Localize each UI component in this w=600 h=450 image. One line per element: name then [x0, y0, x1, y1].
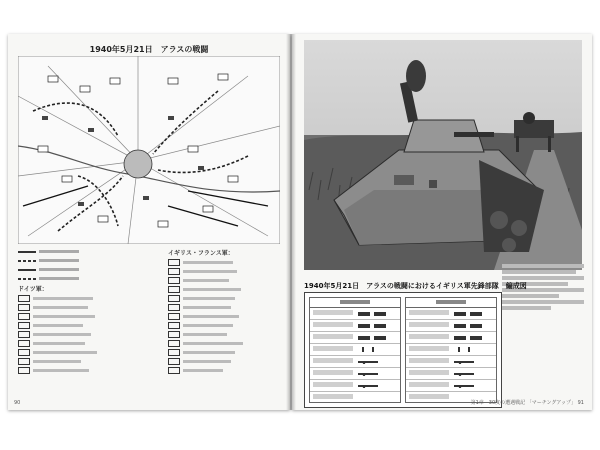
gun-icon	[358, 371, 392, 376]
tank-icon	[454, 311, 488, 316]
org-unit-row	[406, 380, 496, 392]
unit-symbol-icon	[18, 313, 30, 320]
dashed-arrow-icon	[18, 260, 36, 262]
org-unit-row	[406, 308, 496, 320]
tank-icon	[358, 335, 392, 340]
legend-allied-header: イギリス・フランス軍：	[168, 250, 234, 257]
tank-icon	[358, 311, 392, 316]
org-unit-row	[310, 332, 400, 344]
org-unit-row	[310, 392, 400, 403]
left-page	[8, 34, 290, 410]
page-number-right: 91	[577, 400, 584, 406]
map-legend	[18, 248, 280, 400]
org-chart-title: 1940年5月21日 アラスの戦闘におけるイギリス軍先鋒部隊 編成図	[304, 282, 527, 290]
unit-symbol-icon	[168, 304, 180, 311]
unit-symbol-icon	[18, 367, 30, 374]
org-column-header	[406, 298, 496, 308]
unit-symbol-icon	[168, 340, 180, 347]
open-book	[0, 34, 600, 410]
legend-allied	[168, 248, 280, 376]
page-number-left: 90	[14, 400, 21, 406]
right-page	[292, 34, 592, 410]
gun-icon	[358, 383, 392, 388]
org-column-header	[310, 298, 400, 308]
gun-icon	[454, 359, 488, 364]
org-unit-row	[310, 344, 400, 356]
map-title: 1940年5月21日 アラスの戦闘	[89, 45, 209, 54]
org-unit-row	[310, 320, 400, 332]
arrow-icon	[18, 269, 36, 271]
legend-german-header: ドイツ軍：	[18, 286, 48, 293]
unit-symbol-icon	[18, 331, 30, 338]
unit-symbol-icon	[168, 259, 180, 266]
unit-symbol-icon	[168, 349, 180, 356]
org-unit-row	[406, 332, 496, 344]
gun-icon	[358, 359, 392, 364]
dashed-arrow-icon	[18, 278, 36, 280]
arrow-icon	[18, 251, 36, 253]
org-unit-row	[310, 356, 400, 368]
unit-symbol-icon	[168, 322, 180, 329]
org-unit-row	[406, 320, 496, 332]
unit-symbol-icon	[18, 322, 30, 329]
unit-symbol-icon	[18, 304, 30, 311]
org-unit-row	[310, 308, 400, 320]
unit-symbol-icon	[168, 286, 180, 293]
page-footer	[471, 399, 584, 406]
soldier-icon	[358, 347, 392, 352]
org-unit-row	[406, 344, 496, 356]
org-unit-row	[310, 368, 400, 380]
unit-symbol-icon	[18, 349, 30, 356]
battle-map	[18, 56, 280, 244]
book-gutter	[286, 34, 296, 410]
unit-symbol-icon	[168, 295, 180, 302]
unit-symbol-icon	[168, 277, 180, 284]
tank-icon	[454, 335, 488, 340]
org-chart	[304, 292, 502, 408]
unit-symbol-icon	[168, 367, 180, 374]
footer-text: 第1章 30度の遭遇戦記 「マーチングアップ」	[470, 400, 577, 406]
unit-symbol-icon	[168, 268, 180, 275]
org-unit-row	[310, 380, 400, 392]
unit-symbol-icon	[18, 295, 30, 302]
unit-symbol-icon	[18, 340, 30, 347]
unit-symbol-icon	[168, 358, 180, 365]
org-unit-row	[406, 368, 496, 380]
legend-arrows	[18, 248, 146, 376]
org-unit-row	[406, 356, 496, 368]
gun-icon	[454, 383, 488, 388]
tank-icon	[358, 323, 392, 328]
tank-icon	[454, 323, 488, 328]
org-column-left	[309, 297, 401, 403]
org-column-right	[405, 297, 497, 403]
unit-symbol-icon	[168, 331, 180, 338]
soldier-icon	[454, 347, 488, 352]
tank-photo	[304, 40, 582, 270]
unit-symbol-icon	[168, 313, 180, 320]
unit-symbol-icon	[18, 358, 30, 365]
gun-icon	[454, 371, 488, 376]
